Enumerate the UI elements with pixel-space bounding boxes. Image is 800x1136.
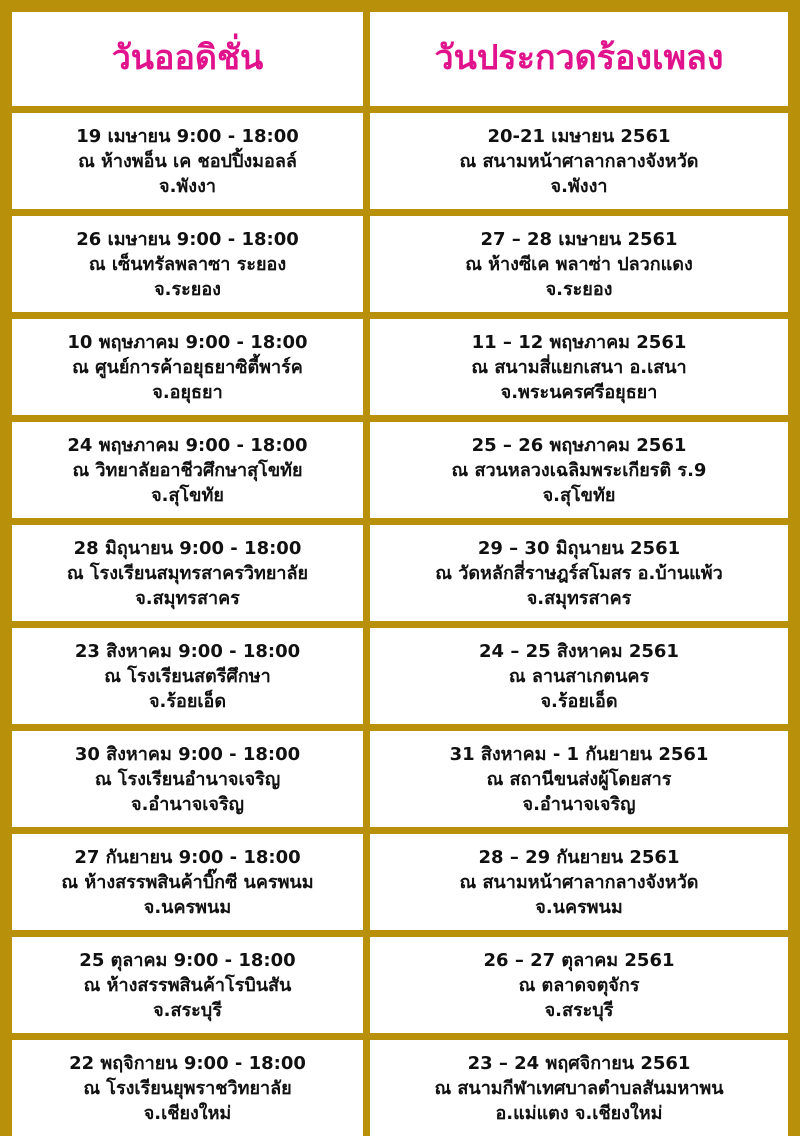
date-line: 31 สิงหาคม - 1 กันยายน 2561 <box>449 743 709 765</box>
date-line: 25 – 26 พฤษภาคม 2561 <box>471 434 687 456</box>
date-line: 11 – 12 พฤษภาคม 2561 <box>471 331 687 353</box>
province-line: จ.สมุทรสาคร <box>526 587 632 609</box>
province-line: จ.นครพนม <box>535 896 623 918</box>
province-line: จ.นครพนม <box>143 896 232 918</box>
venue-line: ณ สนามหน้าศาลากลางจังหวัด <box>459 871 699 893</box>
venue-line: ณ สถานีขนส่งผู้โดยสาร <box>486 768 672 790</box>
audition-cell <box>12 834 363 930</box>
date-line: 26 – 27 ตุลาคม 2561 <box>483 949 675 971</box>
contest-cell <box>370 1040 788 1136</box>
audition-cell <box>12 628 363 724</box>
venue-line: ณ โรงเรียนยุพราชวิทยาลัย <box>83 1077 292 1099</box>
audition-cell <box>12 216 363 312</box>
venue-line: ณ ตลาดจตุจักร <box>518 974 640 996</box>
audition-cell <box>12 113 363 209</box>
province-line: จ.ร้อยเอ็ด <box>148 690 227 712</box>
contest-cell <box>370 319 788 415</box>
venue-line: ณ โรงเรียนสตรีศึกษา <box>104 665 271 687</box>
venue-line: ณ สนามสี่แยกเสนา อ.เสนา <box>471 356 687 378</box>
contest-cell <box>370 628 788 724</box>
contest-cell <box>370 113 788 209</box>
province-line: จ.พังงา <box>159 175 216 197</box>
date-line: 27 – 28 เมษายน 2561 <box>480 228 678 250</box>
contest-cell <box>370 525 788 621</box>
contest-cell <box>370 937 788 1033</box>
contest-cell <box>370 731 788 827</box>
province-line: จ.พังงา <box>550 175 608 197</box>
province-line: จ.อำนาจเจริญ <box>522 793 636 815</box>
contest-cell <box>370 422 788 518</box>
contest-cell <box>370 216 788 312</box>
date-line: 19 เมษายน 9:00 - 18:00 <box>76 125 299 147</box>
header-contest: วันประกวดร้องเพลง <box>434 38 724 79</box>
venue-line: ณ โรงเรียนสมุทรสาครวิทยาลัย <box>66 562 309 584</box>
province-line: จ.สระบุรี <box>544 999 614 1021</box>
header-contest-cell <box>370 12 788 106</box>
venue-line: ณ สวนหลวงเฉลิมพระเกียรติ ร.9 <box>451 459 707 481</box>
province-line: จ.ระยอง <box>154 278 221 300</box>
province-line: จ.ระยอง <box>545 278 613 300</box>
province-line: อ.แม่แตง จ.เชียงใหม่ <box>495 1102 663 1124</box>
venue-line: ณ สนามกีฬาเทศบาลตำบลสันมหาพน <box>434 1077 724 1099</box>
date-line: 28 มิถุนายน 9:00 - 18:00 <box>73 537 302 559</box>
date-line: 20-21 เมษายน 2561 <box>487 125 671 147</box>
venue-line: ณ ศูนย์การค้าอยุธยาซิตี้พาร์ค <box>72 356 303 378</box>
date-line: 30 สิงหาคม 9:00 - 18:00 <box>74 743 301 765</box>
venue-line: ณ โรงเรียนอำนาจเจริญ <box>94 768 281 790</box>
province-line: จ.สมุทรสาคร <box>135 587 240 609</box>
header-audition-cell <box>12 12 363 106</box>
venue-line: ณ วัดหลักสี่ราษฎร์สโมสร อ.บ้านแพ้ว <box>435 562 723 584</box>
venue-line: ณ เซ็นทรัลพลาซา ระยอง <box>88 253 287 275</box>
header-audition: วันออดิชั่น <box>111 38 264 79</box>
date-line: 24 – 25 สิงหาคม 2561 <box>479 640 679 662</box>
province-line: จ.พระนครศรีอยุธยา <box>500 381 658 403</box>
province-line: จ.สุโขทัย <box>542 484 616 506</box>
audition-cell <box>12 422 363 518</box>
date-line: 23 สิงหาคม 9:00 - 18:00 <box>74 640 301 662</box>
date-line: 22 พฤจิกายน 9:00 - 18:00 <box>69 1052 306 1074</box>
audition-cell <box>12 731 363 827</box>
venue-line: ณ ห้างพอ็น เค ชอปปิ้งมอลล์ <box>78 150 297 172</box>
province-line: จ.อำนาจเจริญ <box>131 793 244 815</box>
venue-line: ณ สนามหน้าศาลากลางจังหวัด <box>459 150 699 172</box>
date-line: 23 – 24 พฤศจิกายน 2561 <box>467 1052 691 1074</box>
audition-cell <box>12 525 363 621</box>
date-line: 29 – 30 มิถุนายน 2561 <box>477 537 681 559</box>
date-line: 24 พฤษภาคม 9:00 - 18:00 <box>67 434 308 456</box>
venue-line: ณ ห้างสรรพสินค้าโรบินสัน <box>83 974 292 996</box>
province-line: จ.อยุธยา <box>152 381 223 403</box>
audition-cell <box>12 1040 363 1136</box>
venue-line: ณ ห้างสรรพสินค้าบิ๊กซี นครพนม <box>61 871 314 893</box>
venue-line: ณ ลานสาเกตนคร <box>508 665 650 687</box>
province-line: จ.สุโขทัย <box>151 484 224 506</box>
province-line: จ.เชียงใหม่ <box>143 1102 232 1124</box>
contest-cell <box>370 834 788 930</box>
date-line: 28 – 29 กันยายน 2561 <box>478 846 680 868</box>
date-line: 25 ตุลาคม 9:00 - 18:00 <box>79 949 296 971</box>
province-line: จ.ร้อยเอ็ด <box>540 690 618 712</box>
audition-cell <box>12 319 363 415</box>
date-line: 10 พฤษภาคม 9:00 - 18:00 <box>67 331 308 353</box>
audition-cell <box>12 937 363 1033</box>
date-line: 26 เมษายน 9:00 - 18:00 <box>76 228 299 250</box>
venue-line: ณ ห้างซีเค พลาซ่า ปลวกแดง <box>465 253 693 275</box>
venue-line: ณ วิทยาลัยอาชีวศึกษาสุโขทัย <box>72 459 303 481</box>
date-line: 27 กันยายน 9:00 - 18:00 <box>74 846 301 868</box>
province-line: จ.สระบุรี <box>153 999 222 1021</box>
